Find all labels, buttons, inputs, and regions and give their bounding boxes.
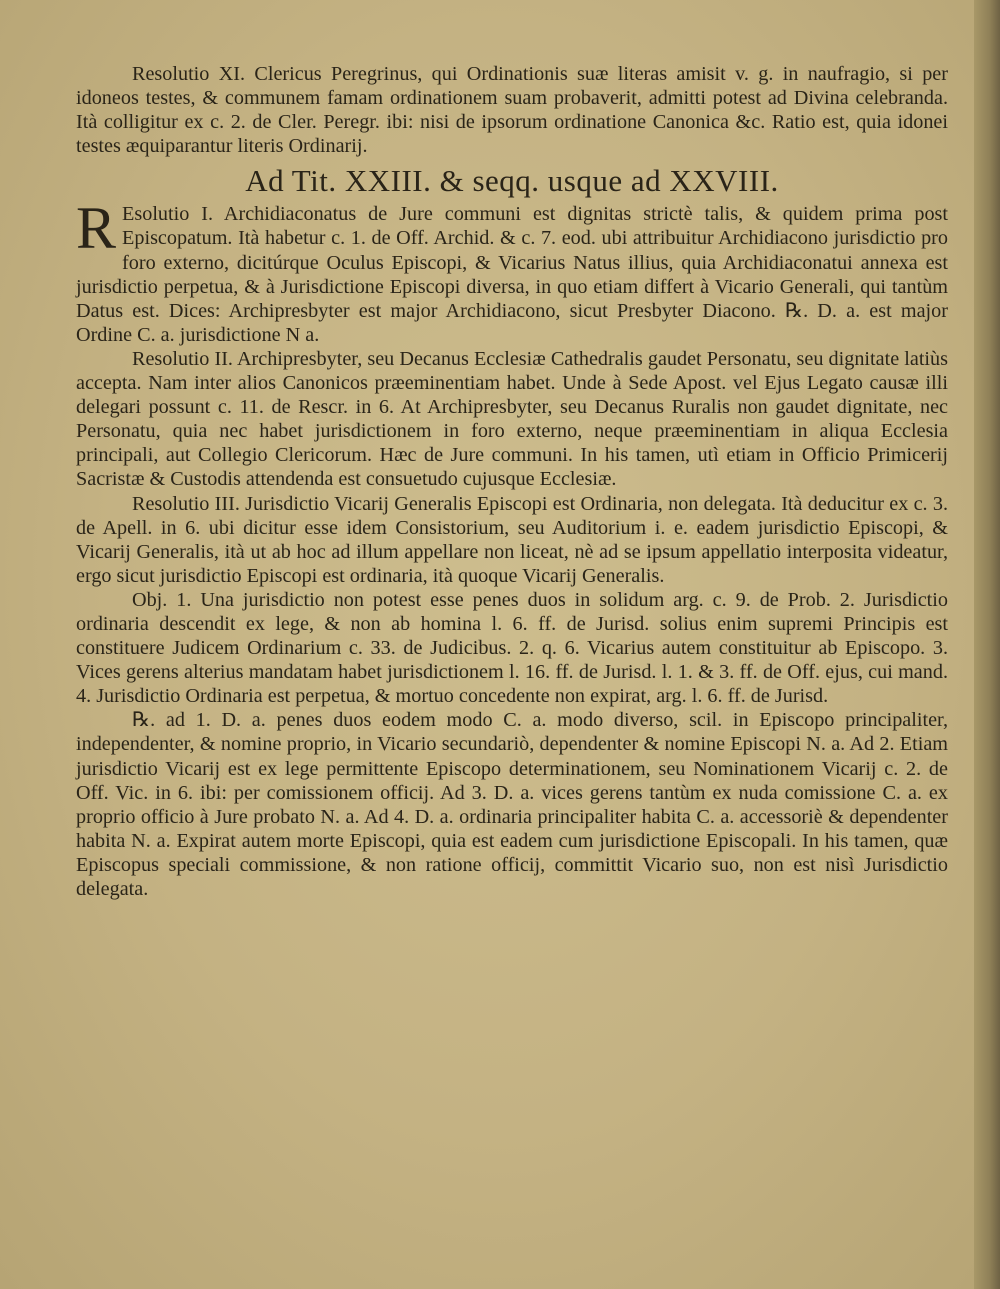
resolutio-i-text: Esolutio I. Archidiaconatus de Jure communi est dignitas strictè talis, & quidem prima post Episcopatum. Ità habetur c. 1. de Off. Archid. & c. 7. eod. ubi attribuitur Archidiacono jurisdictio pro foro externo, dicitúrque Oculus Episcopi, & Vicarius Natus illius, quia Archidiaconatui annexa est jurisdictio perpetua, & à Jurisdictione Episcopi diversa, in quo etiam differt à Vicario Generali, qui tantùm Datus est. Dices: Archipresbyter est major Archidiacono, sicut Presbyter Diacono. ℞. D. a. est major Ordine C. a. jurisdictione N a. xyxy=(76,203,948,346)
objections-paragraph: Obj. 1. Una jurisdictio non potest esse penes duos in solidum arg. c. 9. de Prob. 2. Jurisdictio ordinaria descendit ex lege, & non ab homina l. 6. ff. de Jurisd. solius enim supremi Principis est constituere Judicem Ordinarium c. 33. de Judicibus. 2. q. 6. Vicarius autem constituitur ab Episcopo. 3. Vices gerens alterius mandatam habet jurisdictionem l. 16. ff. de Jurisd. l. 1. & 3. ff. de Off. ejus, cui mand. 4. Jurisdictio Ordinaria est perpetua, & mortuo concedente non expirat, arg. l. 6. ff. de Jurisd. xyxy=(76,588,948,708)
page-edge xyxy=(974,0,1000,1289)
drop-cap: R xyxy=(76,195,117,262)
resolutio-iii-paragraph: Resolutio III. Jurisdictio Vicarij Generalis Episcopi est Ordinaria, non delegata. Ità deducitur ex c. 3. de Apell. in 6. ubi dicitur esse idem Consistorium, seu Auditorium i. e. eadem jurisdictio Episcopi, & Vicarij Generalis, ità ut ab hoc ad illum appellare non liceat, nè ad se ipsum appellatio interposita videatur, ergo sicut jurisdictio Episcopi est ordinaria, ità quoque Vicarij Generalis. xyxy=(76,492,948,587)
resolutio-xi-paragraph: Resolutio XI. Clericus Peregrinus, qui Ordinationis suæ literas amisit v. g. in naufragio, si per idoneos testes, & communem famam ordinationem suam probaverit, admitti potest ad Divina celebranda. Ità colligitur ex c. 2. de Cler. Peregr. ibi: nisi de ipsorum ordinatione Canonica &c. Ratio est, quia idonei testes æquiparantur literis Ordinarij. xyxy=(76,63,948,158)
section-heading: Ad Tit. XXIII. & seqq. usque ad XXVIII. xyxy=(245,163,779,199)
responses-paragraph: ℞. ad 1. D. a. penes duos eodem modo C. a. modo diverso, scil. in Episcopo principaliter, independenter, & nomine proprio, in Vicario secundariò, dependenter & nomine Episcopi N. a. Ad 2. Etiam jurisdictio Vicarij est ex lege permittente Episcopo determinationem, seu Nominationem Vicarij c. 2. de Off. Vic. in 6. ibi: per comissionem officij. Ad 3. D. a. vices gerens tantùm ex nuda comissione C. a. ex proprio officio à Jure probato N. a. Ad 4. D. a. ordinaria principaliter habita C. a. accessoriè & dependenter habita N. a. Expirat autem morte Episcopi, quia est eadem cum jurisdictione Episcopali. In his tamen, quæ Episcopus speciali commissione, & non ratione officij, committit Vicario suo, non est nisì Jurisdictio delegata. xyxy=(76,709,948,900)
resolutio-ii-paragraph: Resolutio II. Archipresbyter, seu Decanus Ecclesiæ Cathedralis gaudet Personatu, seu dignitate latiùs accepta. Nam inter alios Canonicos præeminentiam habet. Unde à Sede Apost. vel Ejus Legato causæ illi delegari possunt c. 11. de Rescr. in 6. At Archipresbyter, seu Decanus Ruralis non gaudet dignitate, nec Personatu, quia nec habet jurisdictionem in foro externo, neque præeminentiam in aliqua Ecclesia principali, aut Collegio Clericorum. Hæc de Jure communi. In his tamen, utì etiam in Officio Primicerij Sacristæ & Custodis attendenda est consuetudo cujusque Ecclesiæ. xyxy=(76,347,948,491)
text-block xyxy=(76,62,948,901)
resolutio-i-paragraph xyxy=(76,195,948,347)
